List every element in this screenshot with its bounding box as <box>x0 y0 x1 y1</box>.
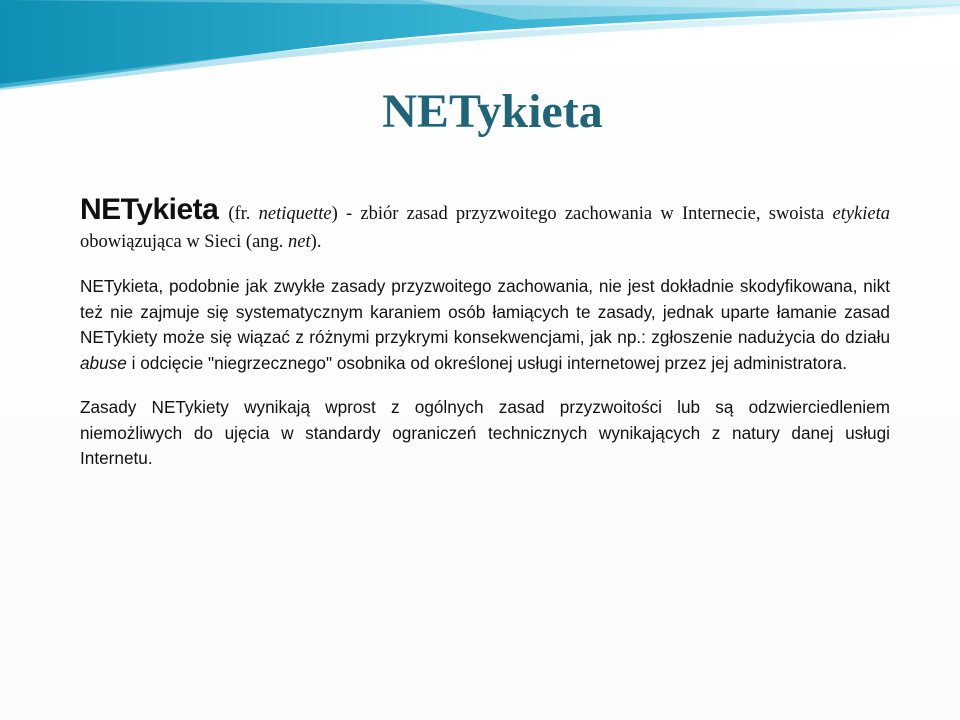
rules-text: NETykieta, podobnie jak zwykłe zasady przyzwoitego zachowania, nie jest dokładnie skodyfikowana, nikt też nie zajmuje się systematycznym karaniem osób łamiących te zasady, jednak uparte łamanie zasad NETykiety może się wiązać z różnymi przykrymi konsekwencjami, jak np.: zgłoszenie nadużycia do działu <box>80 276 890 347</box>
intro-paragraph <box>80 193 890 256</box>
intro-emphasis: etykieta <box>832 204 890 224</box>
page-title: NETykieta <box>382 85 603 138</box>
rules-paragraph <box>80 274 890 376</box>
intro-text-part: ). <box>310 232 322 252</box>
intro-emphasis: net <box>288 232 311 252</box>
intro-text-part: obowiązująca w Sieci (ang. <box>80 232 289 252</box>
wave-band-dark <box>0 0 960 88</box>
intro-text-part: ) - zbiór zasad przyzwoitego zachowania w Internecie, swoista <box>331 204 833 224</box>
content-area <box>80 193 890 472</box>
intro-emphasis: netiquette <box>258 204 332 224</box>
intro-text-part: (fr. <box>228 204 259 224</box>
rules-text-end: i odcięcie "niegrzecznego" osobnika od określonej usługi internetowej przez jej administratora. <box>126 352 847 373</box>
decorative-wave-banner <box>0 0 960 90</box>
abuse-term: abuse <box>80 352 127 373</box>
intro-term: NETykieta <box>80 193 219 226</box>
origins-paragraph: Zasady NETykiety wynikają wprost z ogólnych zasad przyzwoitości lub są odzwierciedleniem niemożliwych do ujęcia w standardy ograniczeń technicznych wynikających z natury danej usługi Internetu. <box>80 397 890 468</box>
